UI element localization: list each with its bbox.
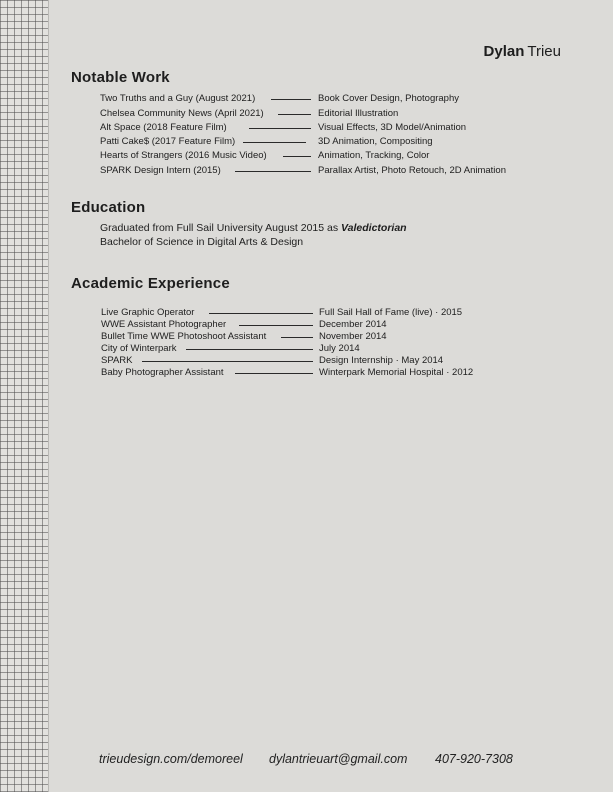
leader-line <box>239 325 313 326</box>
work-role: Parallax Artist, Photo Retouch, 2D Animation <box>318 165 506 176</box>
last-name: Trieu <box>527 43 561 60</box>
email-link[interactable]: dylantrieuart@gmail.com <box>269 752 408 766</box>
website-link[interactable]: trieudesign.com/demoreel <box>99 752 243 766</box>
education-heading: Education <box>71 199 146 216</box>
notable-work-heading: Notable Work <box>71 69 170 86</box>
academic-item <box>101 367 541 381</box>
leader-line <box>249 128 311 129</box>
work-role: Animation, Tracking, Color <box>318 150 430 161</box>
work-title: Chelsea Community News (April 2021) <box>100 108 264 119</box>
experience-role: WWE Assistant Photographer <box>101 319 227 330</box>
notable-work-item <box>100 122 540 136</box>
work-role: Editorial Illustration <box>318 108 399 119</box>
experience-detail: July 2014 <box>319 343 360 354</box>
experience-detail: December 2014 <box>319 319 387 330</box>
graduation-text: Graduated from Full Sail University August 2015 as <box>100 222 342 234</box>
leader-line <box>186 349 313 350</box>
work-role: Book Cover Design, Photography <box>318 93 459 104</box>
leader-line <box>243 142 306 143</box>
work-role: Visual Effects, 3D Model/Animation <box>318 122 467 133</box>
experience-role: Baby Photographer Assistant <box>101 367 224 378</box>
notable-work-item <box>100 136 540 150</box>
experience-detail: Full Sail Hall of Fame (live) · 2015 <box>319 307 463 318</box>
leader-line <box>281 337 313 338</box>
leader-line <box>235 171 311 172</box>
first-name: Dylan <box>483 43 525 60</box>
leader-line <box>278 114 311 115</box>
work-role: 3D Animation, Compositing <box>318 136 433 147</box>
work-title: SPARK Design Intern (2015) <box>100 165 221 176</box>
resume-name <box>484 43 561 60</box>
notable-work-item <box>100 108 540 122</box>
experience-role: City of Winterpark <box>101 343 177 354</box>
work-title: Patti Cake$ (2017 Feature Film) <box>100 136 236 147</box>
notable-work-item <box>100 165 540 179</box>
academic-experience-heading: Academic Experience <box>71 275 230 292</box>
notable-work-item <box>100 150 540 164</box>
degree-name: Bachelor of Science in Digital Arts & Design <box>100 236 304 248</box>
graph-paper-margin <box>0 0 49 792</box>
education-degree-line <box>100 222 407 234</box>
experience-role: SPARK <box>101 355 133 366</box>
work-title: Hearts of Strangers (2016 Music Video) <box>100 150 267 161</box>
leader-line <box>142 361 313 362</box>
phone-number: 407-920-7308 <box>435 752 513 766</box>
work-title: Alt Space (2018 Feature Film) <box>100 122 227 133</box>
experience-detail: Design Internship · May 2014 <box>319 355 444 366</box>
notable-work-item <box>100 93 540 107</box>
experience-role: Bullet Time WWE Photoshoot Assistant <box>101 331 267 342</box>
leader-line <box>235 373 313 374</box>
work-title: Two Truths and a Guy (August 2021) <box>100 93 256 104</box>
leader-line <box>209 313 313 314</box>
experience-role: Live Graphic Operator <box>101 307 195 318</box>
leader-line <box>271 99 311 100</box>
experience-detail: November 2014 <box>319 331 387 342</box>
leader-line <box>283 156 311 157</box>
experience-detail: Winterpark Memorial Hospital · 2012 <box>319 367 474 378</box>
honor-text: Valedictorian <box>341 222 407 234</box>
